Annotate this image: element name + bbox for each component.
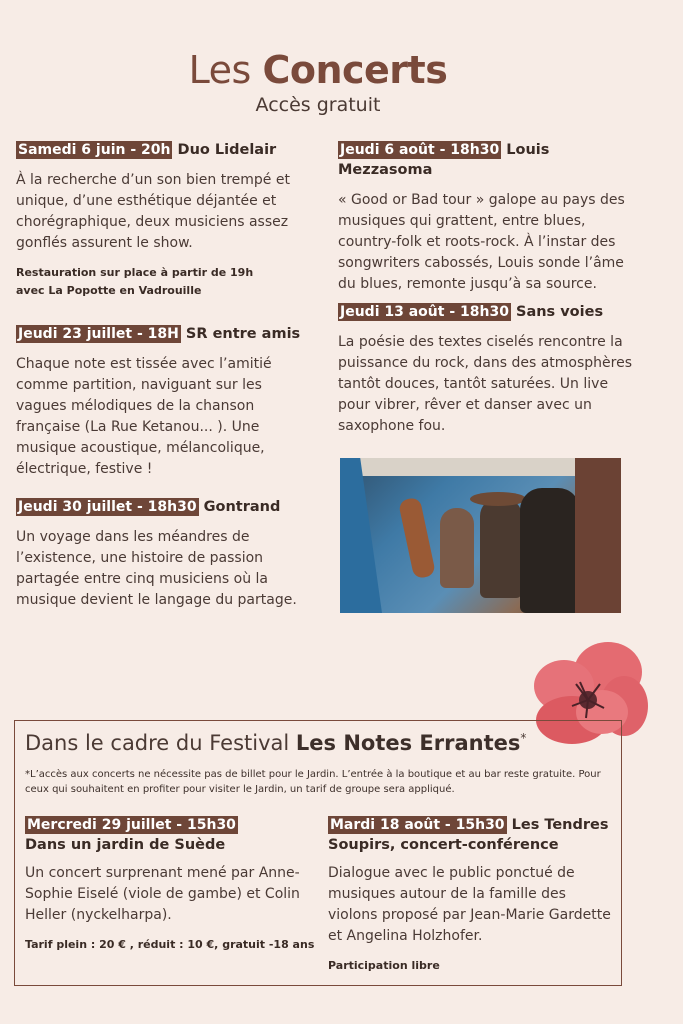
event-heading	[16, 140, 316, 160]
event-heading	[328, 815, 618, 855]
event-description: Chaque note est tissée avec l’amitié comme partition, naviguant sur les vagues mélodiques de la chanson française (La Rue Ketanou... ). Une musique acoustique, mélancolique, électrique, festive !	[16, 356, 272, 477]
event-heading	[25, 815, 315, 855]
festival-title-bold: Les Notes Errantes	[295, 731, 521, 755]
festival-event-jardin-suede	[25, 815, 315, 954]
event-price: Tarif plein : 20 € , réduit : 10 €, gratuit -18 ans	[25, 938, 315, 951]
event-description: « Good or Bad tour » galope au pays des musiques qui grattent, entre blues, country-folk et roots-rock. À l’instar des songwriters cabossés, Louis sonde l’âme du blues, remonte jusqu’à sa source.	[338, 192, 625, 292]
event-heading	[338, 302, 638, 322]
event-date-tag: Jeudi 13 août - 18h30	[340, 304, 509, 320]
event-date-tag: Jeudi 23 juillet - 18H	[18, 326, 179, 342]
event-louis-mezzasoma	[338, 140, 638, 295]
event-note-line: Restauration sur place à partir de 19h	[16, 266, 254, 279]
photo-musician	[440, 508, 474, 588]
photo-musician	[520, 488, 580, 613]
event-heading	[16, 324, 316, 344]
event-date-tag: Mercredi 29 juillet - 15h30	[27, 817, 236, 833]
event-note	[16, 264, 316, 300]
festival-note: *L’accès aux concerts ne nécessite pas de billet pour le Jardin. L’entrée à la boutique et au bar reste gratuite. Pour ceux qui souhaitent en profiter pour visiter le Jardin, un tarif de groupe sera appliqué.	[25, 769, 601, 795]
event-description: Dialogue avec le public ponctué de musiques autour de la famille des violons proposé par Jean-Marie Gardette et Angelina Holzhofer.	[328, 865, 611, 944]
event-name: Dans un jardin de Suède	[25, 837, 226, 853]
photo-musician	[480, 498, 522, 598]
photo-car-door	[575, 458, 621, 613]
event-sans-voies	[338, 302, 638, 437]
page-title	[0, 48, 636, 92]
festival-title	[25, 731, 526, 755]
event-heading	[338, 140, 638, 180]
event-note-line: avec La Popotte en Vadrouille	[16, 284, 202, 297]
event-date-tag: Jeudi 30 juillet - 18h30	[18, 499, 197, 515]
event-name: Louis Mezzasoma	[338, 142, 550, 178]
event-description: Un voyage dans les méandres de l’existence, une histoire de passion partagée entre cinq musiciens où la musique devient le langage du partage.	[16, 529, 297, 608]
festival-title-mark: *	[520, 731, 527, 745]
event-heading	[16, 497, 316, 517]
page-title-bold: Concerts	[262, 48, 448, 92]
event-sr-entre-amis	[16, 324, 316, 480]
page-subtitle: Accès gratuit	[255, 94, 381, 116]
photo-car-frame	[340, 458, 382, 613]
event-description: À la recherche d’un son bien trempé et unique, d’une esthétique déjantée et chorégraphique, deux musiciens assez gonflés assurent le show.	[16, 172, 290, 251]
event-name: Les Tendres Soupirs, concert-conférence	[328, 817, 609, 853]
event-gontrand	[16, 497, 316, 611]
event-date-tag: Samedi 6 juin - 20h	[18, 142, 171, 158]
photo-hat	[470, 492, 526, 506]
event-price: Participation libre	[328, 959, 440, 972]
event-name: Sans voies	[516, 304, 604, 320]
event-date-tag: Jeudi 6 août - 18h30	[340, 142, 500, 158]
event-description: La poésie des textes ciselés rencontre la puissance du rock, dans des atmosphères tantôt douces, tantôt saturées. Un live pour vibrer, rêver et danser avec un saxophone fou.	[338, 334, 632, 434]
festival-title-prefix: Dans le cadre du Festival	[25, 731, 290, 755]
festival-box	[14, 720, 622, 986]
event-duo-lidelair	[16, 140, 316, 300]
page-title-light: Les	[188, 48, 251, 92]
event-description: Un concert surprenant mené par Anne-Sophie Eiselé (viole de gambe) et Colin Heller (nyckelharpa).	[25, 865, 300, 923]
event-name: Duo Lidelair	[177, 142, 277, 158]
event-name: Gontrand	[203, 499, 281, 515]
event-name: SR entre amis	[185, 326, 301, 342]
festival-event-tendres-soupirs	[328, 815, 618, 975]
photo-guitar	[398, 497, 436, 580]
event-date-tag: Mardi 18 août - 15h30	[330, 817, 505, 833]
band-photo	[340, 458, 621, 613]
